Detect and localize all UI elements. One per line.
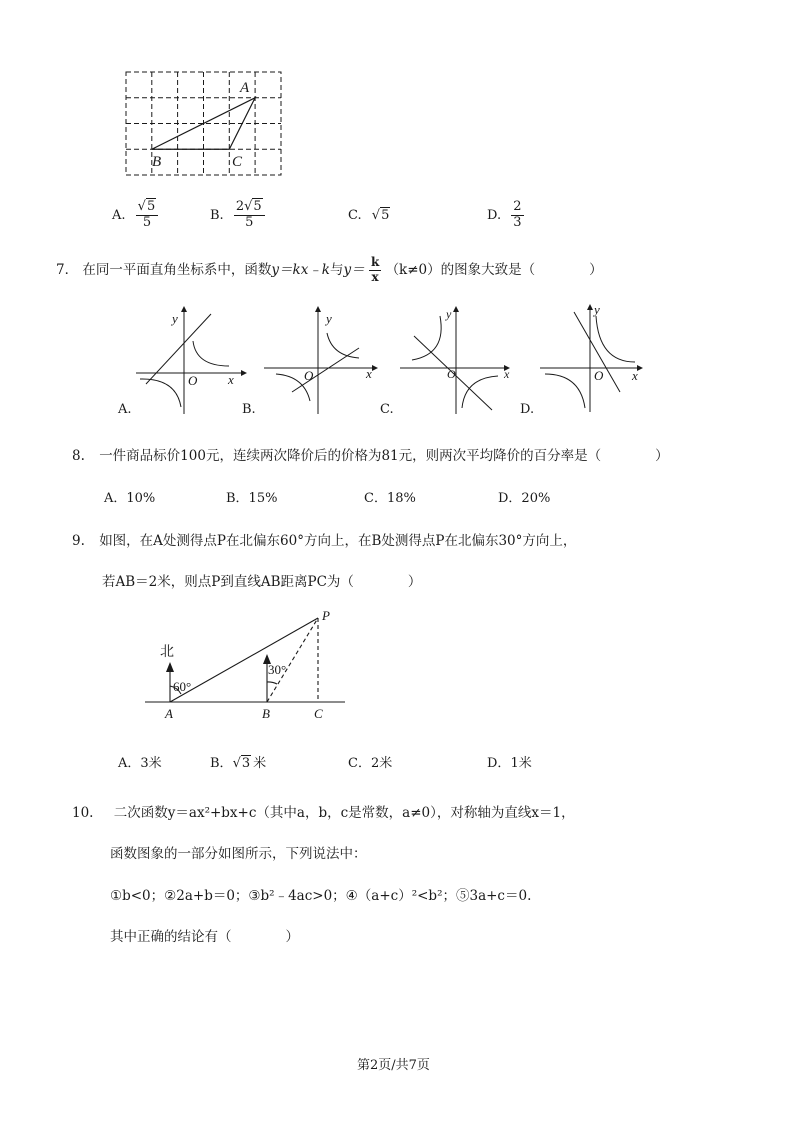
x-axis-arrow [241, 370, 247, 376]
x-axis-label: x [632, 368, 638, 383]
q7-graph-c [400, 306, 515, 416]
angle-60-label: 60° [173, 679, 192, 694]
q7-graph-a [136, 306, 246, 416]
north-arrow-a [166, 662, 174, 672]
y-axis-label: y [446, 307, 452, 321]
q9-option-d[interactable]: D．1米 [487, 756, 532, 771]
y-axis-label: y [594, 302, 600, 317]
x-axis-arrow [637, 365, 643, 371]
origin-label: O [594, 368, 604, 383]
q9-stem-line2: 若AB＝2米，则点P到直线AB距离PC为（ ） [102, 574, 422, 590]
north-label: 北 [160, 645, 174, 660]
q8-stem: 8. 一件商品标价100元，连续两次降价后的价格为81元，则两次平均降价的百分率是（ ） [72, 448, 669, 464]
q10-statements: ①b<0；②2a+b＝0；③b²﹣4ac>0；④（a+c）²<b²；⑤3a+c＝0. [110, 888, 532, 904]
q8-option-b[interactable]: B．15% [226, 491, 278, 506]
point-a-label: A [240, 80, 250, 96]
y-axis-arrow [181, 306, 187, 312]
q8-option-c[interactable]: C．18% [364, 491, 416, 506]
q10-stem-line2: 函数图象的一部分如图所示，下列说法中： [110, 846, 367, 862]
q6-option-c[interactable]: C. √5 [348, 208, 390, 223]
bearing-figure [140, 610, 360, 720]
y-axis-label: y [172, 311, 178, 326]
point-b-label: B [262, 706, 270, 721]
origin-label: O [447, 367, 456, 381]
x-axis-arrow [372, 365, 378, 371]
point-a-label: A [165, 706, 173, 721]
x-axis-label: x [366, 366, 372, 381]
y-axis-label: y [326, 311, 332, 326]
q9-option-a[interactable]: A．3米 [118, 756, 162, 771]
grid-triangle-figure [124, 70, 284, 180]
point-c-label: C [232, 154, 243, 170]
q7-option-d[interactable]: D. [520, 402, 535, 417]
q7-graph-b [264, 306, 379, 416]
origin-label: O [304, 368, 314, 383]
y-axis-arrow [453, 306, 459, 312]
q10-stem-line4: 其中正确的结论有（ ） [110, 929, 299, 945]
point-b-label: B [152, 154, 162, 170]
x-axis-label: x [504, 367, 510, 381]
y-axis-arrow [315, 306, 321, 312]
origin-label: O [188, 373, 198, 388]
q9-option-c[interactable]: C．2米 [348, 756, 393, 771]
q6-option-b[interactable]: B. $\frac{2√5}{5}$ [210, 200, 265, 231]
q8-option-a[interactable]: A．10% [104, 491, 156, 506]
point-p-label: P [322, 608, 330, 623]
q7-option-a[interactable]: A. [118, 402, 132, 417]
q7-graph-d [540, 304, 655, 414]
q9-option-b[interactable]: B．√3 米 [210, 756, 267, 771]
angle-30-label: 30° [268, 662, 287, 677]
q9-stem-line1: 9. 如图，在A处测得点P在北偏东60°方向上，在B处测得点P在北偏东30°方向上， [72, 533, 577, 549]
q6-option-a[interactable]: A. $\frac{√5}{5}$ [112, 200, 158, 231]
point-c-label: C [314, 706, 323, 721]
q7-option-b[interactable]: B. [242, 402, 256, 417]
q7-stem: 7． 在同一平面直角坐标系中，函数y＝kx﹣k与y＝ $\frac{k}{x}$ （k≠0）的图象大致是（ ） [56, 255, 603, 284]
x-axis-label: x [228, 372, 234, 387]
y-axis-arrow [587, 304, 593, 310]
page-footer: 第2页/共7页 [357, 1058, 430, 1073]
q8-option-d[interactable]: D．20% [498, 491, 551, 506]
q6-option-d[interactable]: D. $\frac{2}{3}$ [487, 199, 522, 230]
q10-stem-line1: 10. 二次函数y＝ax²+bx+c（其中a，b，c是常数，a≠0），对称轴为直线x＝1， [72, 805, 575, 821]
q7-option-c[interactable]: C. [380, 402, 394, 417]
